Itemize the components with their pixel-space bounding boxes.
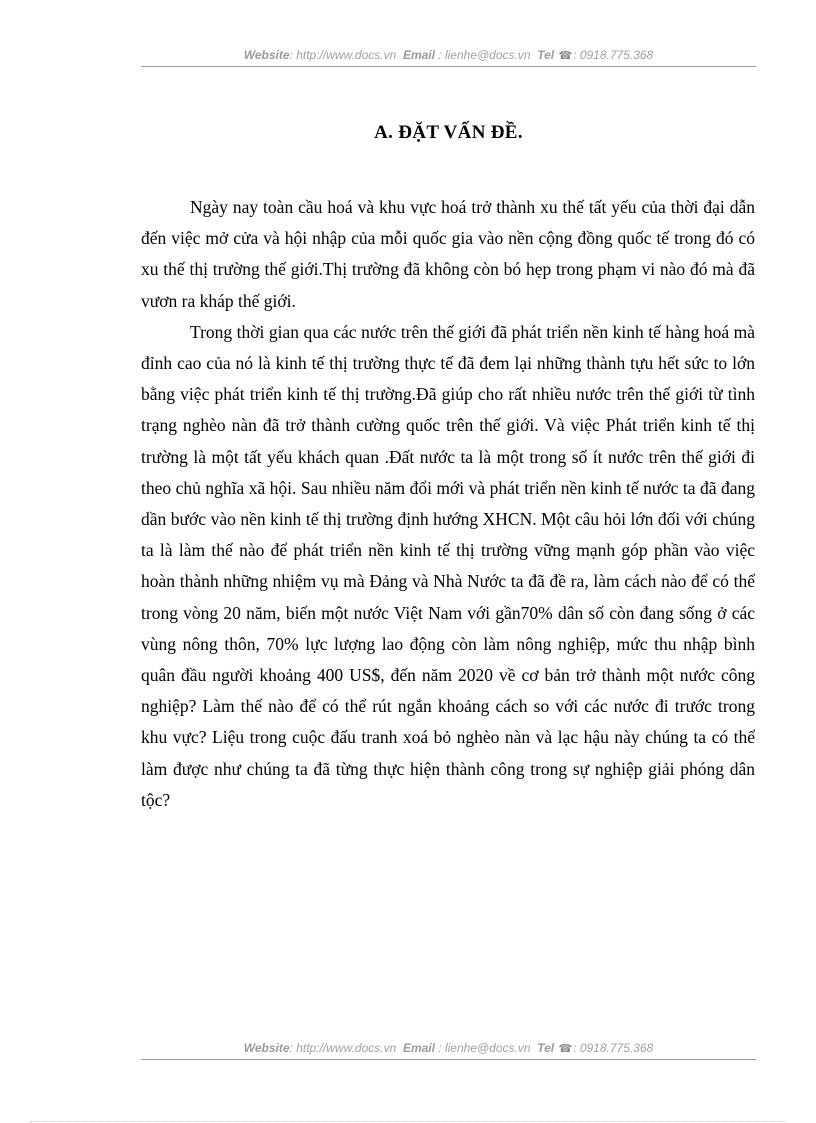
- page-header: [141, 48, 756, 62]
- footer-email-label: Email: [402, 1041, 435, 1055]
- phone-icon: ☎: [558, 50, 573, 62]
- page-edge-divider: [30, 1121, 786, 1122]
- document-body: [141, 192, 755, 816]
- header-tel-label: Tel: [537, 48, 555, 62]
- paragraph-1: Ngày nay toàn cầu hoá và khu vực hoá trở thành xu thế tất yếu của thời đại dẫn đến việc mở cửa và hội nhập của mỗi quốc gia vào nền cộng đồng quốc tế trong đó có xu thế thị trường thế giới.Thị trường đã không còn bó hẹp trong phạm vi nào đó mà đã vươn ra kháp thế giới.: [141, 197, 755, 311]
- page-footer: [141, 1041, 756, 1055]
- header-rule: [141, 66, 756, 67]
- footer-website-label: Website: [243, 1041, 290, 1055]
- header-website-label: Website: [243, 48, 290, 62]
- phone-icon: ☎: [558, 1043, 573, 1055]
- document-title: A. ĐẶT VẤN ĐỀ.: [374, 122, 523, 143]
- header-email-label: Email: [402, 48, 435, 62]
- footer-rule: [141, 1059, 756, 1060]
- header-website-link[interactable]: : http://www.docs.vn: [289, 48, 397, 62]
- footer-website-link[interactable]: : http://www.docs.vn: [289, 1041, 397, 1055]
- header-email-link[interactable]: : lienhe@docs.vn: [438, 48, 531, 62]
- header-tel-value: : 0918.775.368: [573, 48, 654, 62]
- paragraph-2: Trong thời gian qua các nước trên thế giới đã phát triển nền kinh tế hàng hoá mà đỉnh cao của nó là kinh tế thị trường thực tế đã đem lại những thành tựu hết sức to lớn bằng việc phát triển kinh tế thị trường.Đã giúp cho rất nhiều nước trên thế giới từ tình trạng nghèo nàn đã trở thành cường quốc trên thế giới. Và việc Phát triển kinh tế thị trường là một tất yếu khách quan .Đất nước ta là một trong số ít nước trên thế giới đi theo chủ nghĩa xã hội. Sau nhiều năm đổi mới và phát triển nền kinh tế nước ta đã đang dần bước vào nền kinh tế thị trường định hướng XHCN. Một câu hỏi lớn đối với chúng ta là làm thế nào để phát triển nền kinh tế thị trường vững mạnh góp phần vào việc hoàn thành những nhiệm vụ mà Đảng và Nhà Nước ta đã đề ra, làm cách nào để có thể trong vòng 20 năm, biến một nước Việt Nam với gần70% dân số còn đang sống ở các vùng nông thôn, 70% lực lượng lao động còn làm nông nghiệp, mức thu nhập bình quân đầu người khoảng 400 US$, đến năm 2020 về cơ bản trở thành một nước công nghiệp? Làm thế nào để có thể rút ngắn khoảng cách so với các nước đi trước trong khu vực? Liệu trong cuộc đấu tranh xoá bỏ nghèo nàn và lạc hậu này chúng ta có thể làm được như chúng ta đã từng thực hiện thành công trong sự nghiệp giải phóng dân tộc?: [141, 321, 755, 810]
- footer-email-link[interactable]: : lienhe@docs.vn: [438, 1041, 531, 1055]
- footer-tel-value: : 0918.775.368: [573, 1041, 654, 1055]
- footer-tel-label: Tel: [537, 1041, 555, 1055]
